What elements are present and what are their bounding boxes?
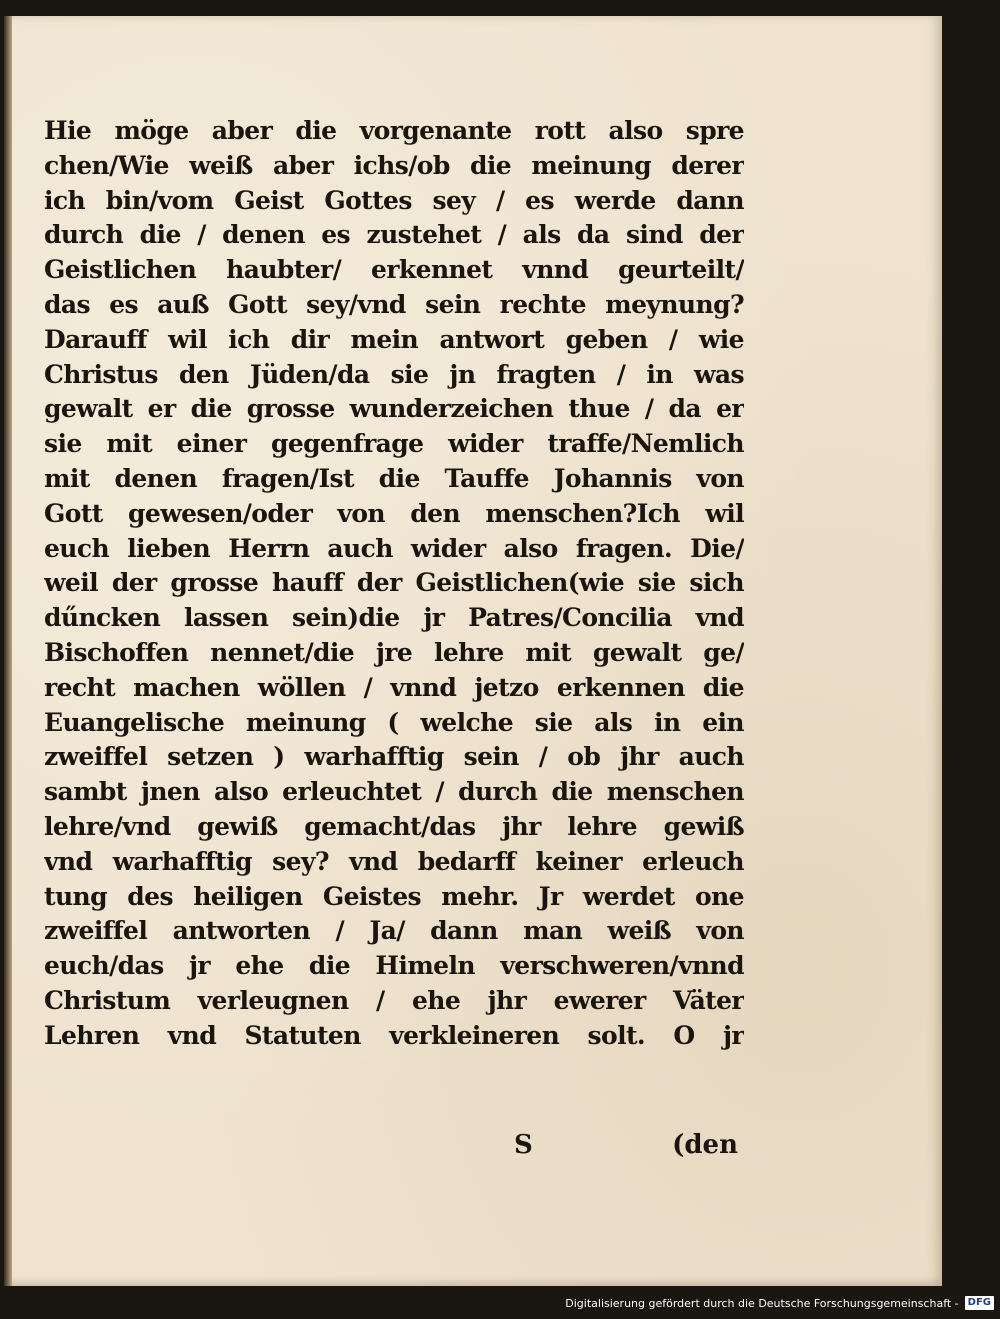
text-line: Lehren vnd Statuten verkleineren solt. O jr	[44, 1020, 744, 1050]
body-text	[44, 114, 744, 1054]
text-line: zweiffel setzen ) warhafftig sein / ob jhr auch	[44, 742, 744, 772]
text-line: sambt jnen also erleuchtet / durch die menschen	[44, 777, 744, 807]
funding-credit: Digitalisierung gefördert durch die Deutsche Forschungsgemeinschaft -	[565, 1296, 959, 1310]
text-line: das es auß Gott sey/vnd sein rechte meynung?	[44, 289, 744, 319]
text-line: mit denen fragen/Ist die Tauffe Johannis von	[44, 463, 744, 493]
text-line: weil der grosse hauff der Geistlichen(wie sie sich	[44, 568, 744, 598]
text-line: Hie möge aber die vorgenante rott also spre	[44, 116, 744, 145]
text-line: chen/Wie weiß aber ichs/ob die meinung derer	[44, 150, 744, 180]
text-line: euch lieben Herrn auch wider also fragen. Die/	[44, 533, 744, 563]
text-line: Christum verleugnen / ehe jhr ewerer Väter	[44, 985, 744, 1015]
text-line: ich bin/vom Geist Gottes sey / es werde dann	[44, 185, 744, 215]
text-line: recht machen wöllen / vnnd jetzo erkennen die	[44, 672, 744, 702]
text-line: Gott gewesen/oder von den menschen?Ich wil	[44, 498, 744, 528]
text-line: tung des heiligen Geistes mehr. Jr werdet one	[44, 881, 744, 911]
page-spine-edge	[4, 16, 12, 1286]
text-line: Geistlichen haubter/ erkennet vnnd geurteilt/	[44, 255, 744, 285]
text-line: gewalt er die grosse wunderzeichen thue / da er	[44, 394, 744, 424]
page-bottom-marks	[44, 1130, 744, 1170]
text-line: vnd warhafftig sey? vnd bedarff keiner erleuch	[44, 846, 744, 876]
text-line: dűncken lassen sein)die jr Patres/Concilia vnd	[44, 603, 744, 633]
text-line: zweiffel antworten / Ja/ dann man weiß von	[44, 916, 744, 946]
digitization-footer	[565, 1293, 994, 1313]
text-line: Darauff wil ich dir mein antwort geben / wie	[44, 324, 744, 354]
catchword: (den	[672, 1130, 738, 1160]
text-line: lehre/vnd gewiß gemacht/das jhr lehre gewiß	[44, 811, 744, 841]
text-line: Euangelische meinung ( welche sie als in ein	[44, 707, 744, 737]
dfg-logo: DFG	[965, 1296, 994, 1310]
text-line: Bischoffen nennet/die jre lehre mit gewalt ge/	[44, 637, 744, 667]
text-line: Christus den Jüden/da sie jn fragten / in was	[44, 359, 744, 389]
text-line: sie mit einer gegenfrage wider traffe/Nemlich	[44, 429, 744, 459]
text-line: durch die / denen es zustehet / als da sind der	[44, 220, 744, 250]
text-line: euch/das jr ehe die Himeln verschweren/vnnd	[44, 951, 744, 981]
signature-mark: S	[514, 1130, 533, 1160]
book-page	[4, 16, 942, 1286]
